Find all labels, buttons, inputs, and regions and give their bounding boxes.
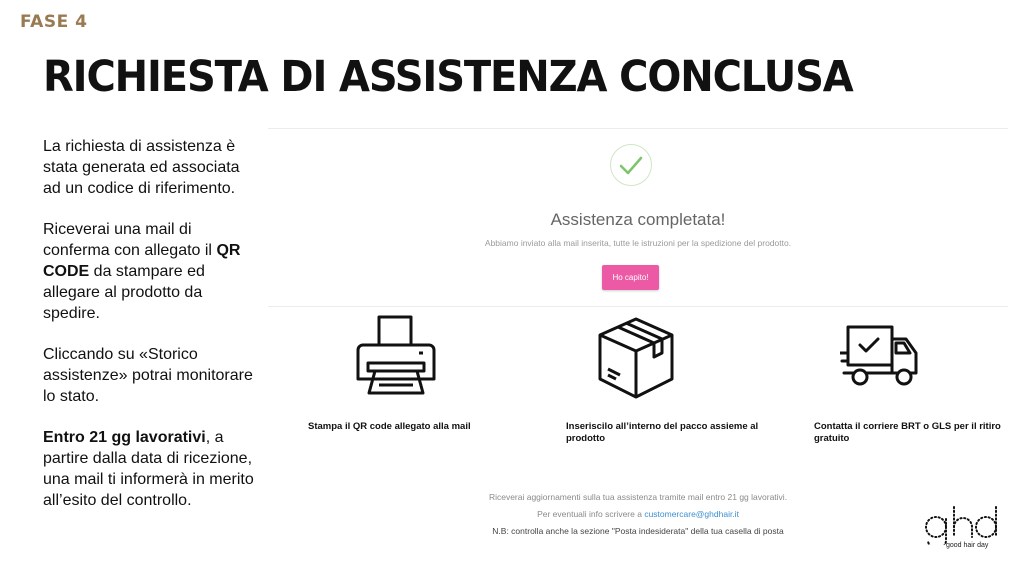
step-courier-label: Contatta il corriere BRT o GLS per il ritiro gratuito (814, 421, 1001, 444)
acknowledge-button[interactable]: Ho capito! (602, 265, 659, 290)
instructions-text (43, 136, 258, 531)
success-check-icon (610, 144, 652, 186)
contact-note-text: Per eventuali info scrivere a (537, 509, 645, 519)
package-box-icon (596, 313, 676, 410)
paragraph-4-text: , a partire dalla data di ricezione, una mail ti informerà in merito all’esito del controllo. (43, 429, 254, 509)
paragraph-2-text: Riceverai una mail di conferma con allegato il (43, 221, 217, 259)
completion-heading: Assistenza completata! (550, 210, 726, 229)
printer-icon (355, 313, 437, 410)
paragraph-1: La richiesta di assistenza è stata generata ed associata ad un codice di riferimento. (43, 138, 240, 197)
step-print-label: Stampa il QR code allegato alla mail (308, 421, 471, 432)
delivery-truck-icon (840, 323, 922, 394)
completion-subheading: Abbiamo inviato alla mail inserita, tutte le istruzioni per la spedizione del prodotto. (484, 238, 792, 248)
contact-note (268, 509, 1008, 519)
support-email-link[interactable]: customercare@ghdhair.it (644, 509, 739, 519)
paragraph-2-text-end: da stampare ed allegare al prodotto da spedire. (43, 263, 205, 322)
paragraph-3: Cliccando su «Storico assistenze» potrai monitorare lo stato. (43, 346, 253, 405)
paragraph-4 (43, 427, 258, 511)
phase-label: FASE 4 (20, 12, 88, 32)
step-pack-label: Inseriscilo all’interno del pacco assieme al prodotto (566, 421, 759, 444)
divider (268, 306, 1008, 307)
updates-note: Riceverai aggiornamenti sulla tua assistenza tramite mail entro 21 gg lavorativi. (488, 492, 788, 502)
divider (268, 128, 1008, 129)
confirmation-screenshot (268, 128, 1008, 548)
deadline-emphasis: Entro 21 gg lavorativi (43, 429, 206, 446)
paragraph-2 (43, 219, 258, 324)
page-title: RICHIESTA DI ASSISTENZA CONCLUSA (43, 52, 853, 102)
spam-folder-note: N.B: controlla anche la sezione "Posta indesiderata" della tua casella di posta (492, 526, 784, 536)
logo-tagline: good hair day (946, 542, 989, 549)
qr-code-emphasis: QR CODE (43, 242, 241, 280)
